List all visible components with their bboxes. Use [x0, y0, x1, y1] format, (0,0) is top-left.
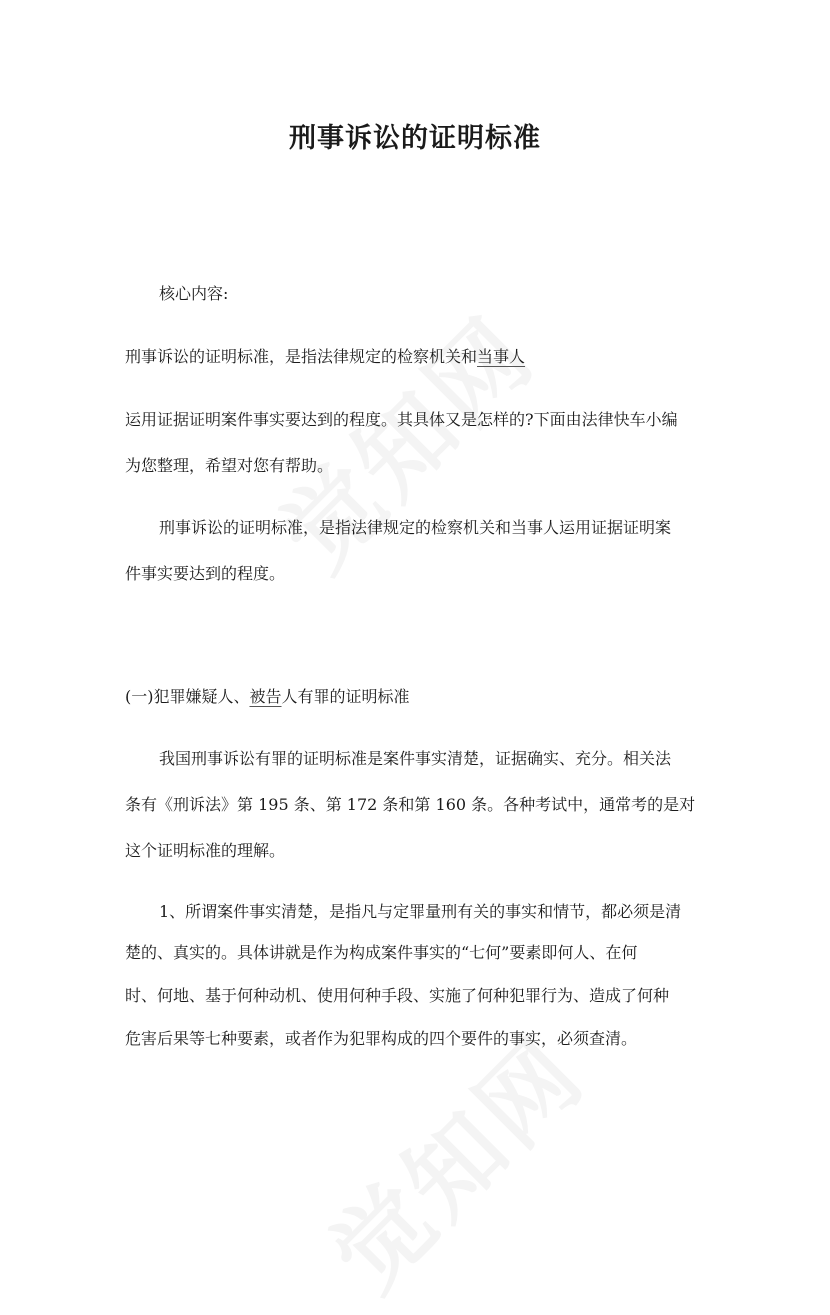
paragraph-line: 危害后果等七种要素，或者作为犯罪构成的四个要件的事实，必须查清。 — [125, 1029, 638, 1048]
intro-label: 核心内容: — [159, 284, 229, 303]
heading-text: 人有罪的证明标准 — [281, 687, 410, 706]
paragraph-line: 我国刑事诉讼有罪的证明标准是案件事实清楚，证据确实、充分。相关法 — [159, 749, 672, 768]
intro-text: 刑事诉讼的证明标准，是指法律规定的检察机关和 — [125, 347, 478, 366]
document-title: 刑事诉讼的证明标准 — [289, 123, 541, 154]
watermark — [246, 282, 559, 595]
paragraph-line: 时、何地、基于何种动机、使用何种手段、实施了何种犯罪行为、造成了何种 — [125, 986, 670, 1005]
section-heading — [125, 686, 410, 708]
paragraph-line: 楚的、真实的。具体讲就是作为构成案件事实的“七何”要素即何人、在何 — [125, 943, 638, 962]
heading-text: (一)犯罪嫌疑人、 — [125, 687, 250, 706]
dangshiren-link[interactable]: 当事人 — [477, 347, 526, 366]
beigao-link[interactable]: 被告 — [249, 687, 282, 706]
paragraph-line: 这个证明标准的理解。 — [125, 841, 286, 860]
definition-line: 件事实要达到的程度。 — [125, 564, 286, 583]
intro-line — [125, 346, 525, 368]
intro-line: 为您整理，希望对您有帮助。 — [125, 456, 334, 475]
intro-line: 运用证据证明案件事实要达到的程度。其具体又是怎样的?下面由法律快车小编 — [125, 410, 678, 429]
paragraph-line: 1、所谓案件事实清楚，是指凡与定罪量刑有关的事实和情节，都必须是清 — [159, 902, 682, 921]
definition-line: 刑事诉讼的证明标准，是指法律规定的检察机关和当事人运用证据证明案 — [159, 518, 672, 537]
paragraph-line: 条有《刑诉法》第 195 条、第 172 条和第 160 条。各种考试中，通常考的是对 — [125, 795, 696, 814]
